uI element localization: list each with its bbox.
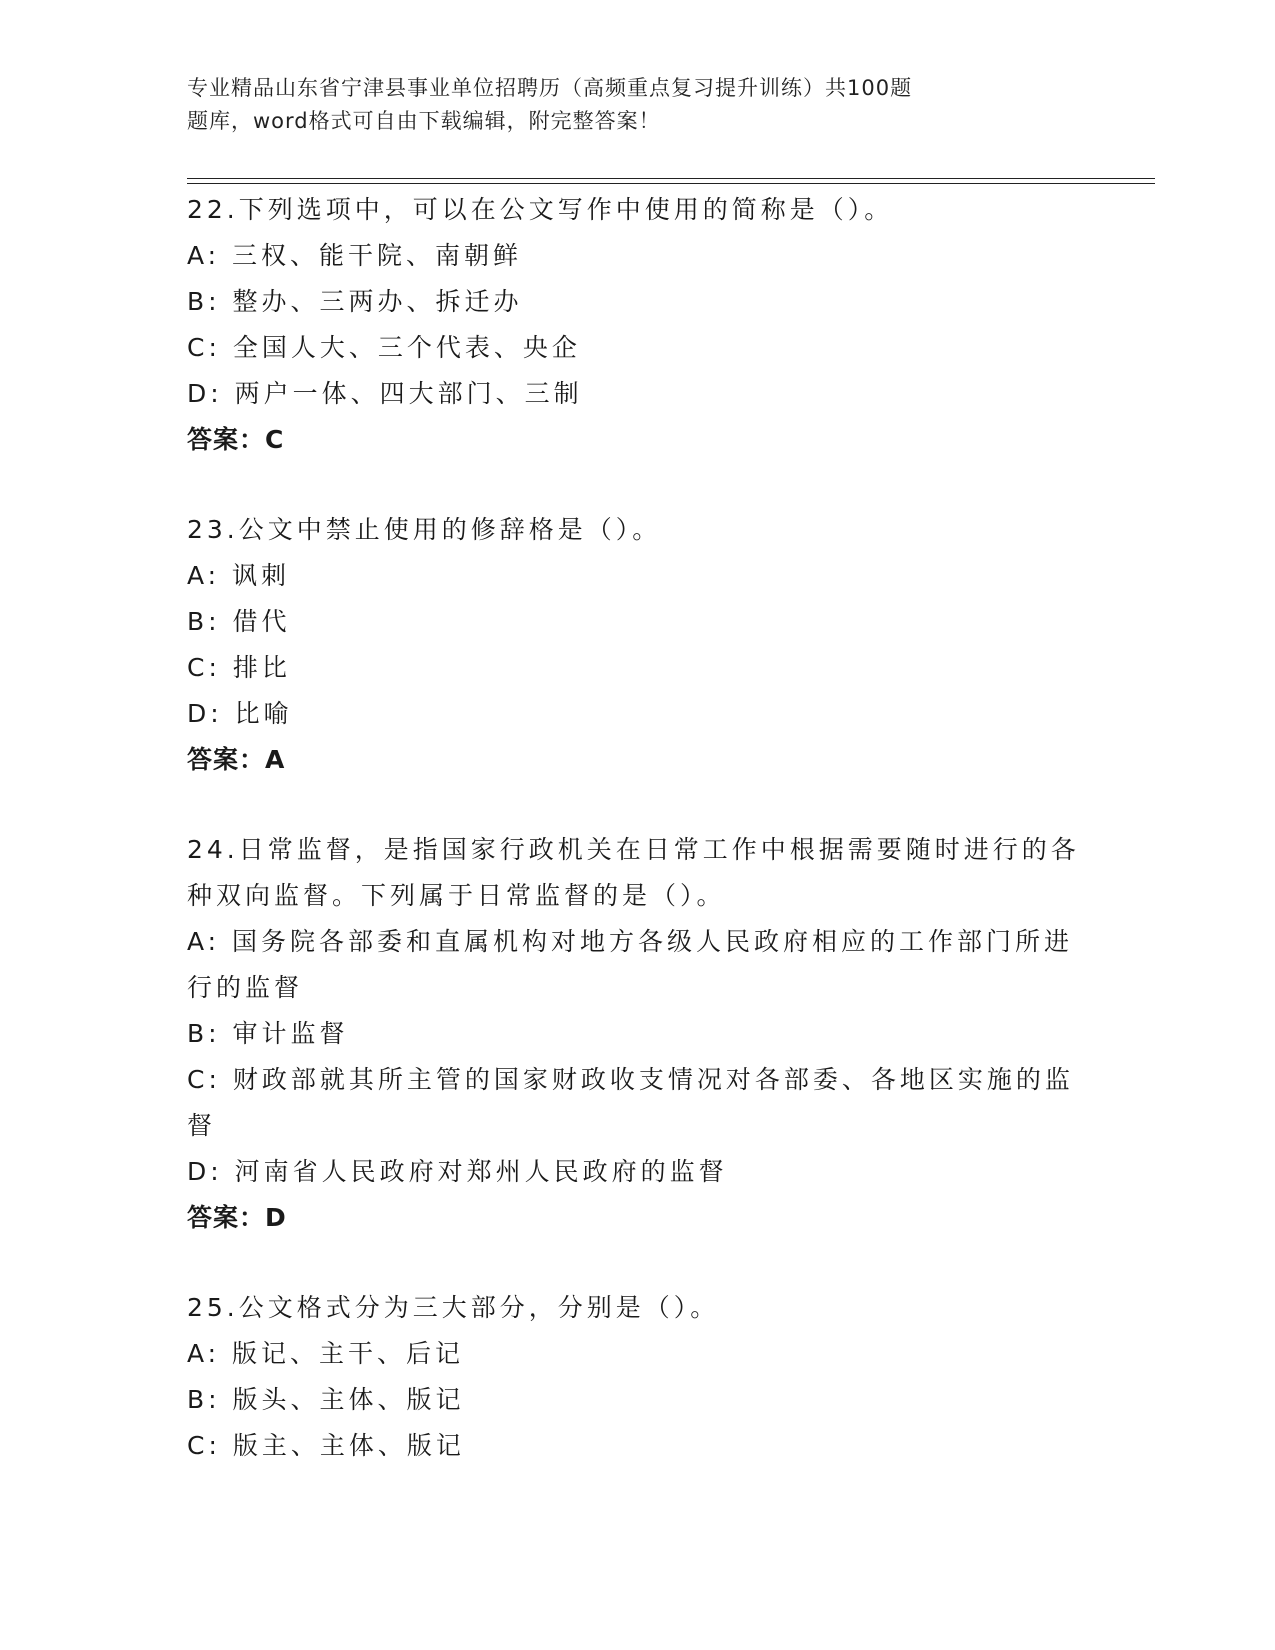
option-c: C: 版主、主体、版记	[187, 1431, 465, 1460]
header-rule-top	[187, 178, 1155, 179]
option-b: B: 整办、三两办、拆迁办	[187, 287, 523, 316]
question-23	[187, 507, 1077, 783]
option-b: B: 版头、主体、版记	[187, 1385, 465, 1414]
option-b: B: 借代	[187, 607, 291, 636]
option-c: C: 全国人大、三个代表、央企	[187, 333, 581, 362]
question-stem-line-2: 种双向监督。下列属于日常监督的是（）。	[187, 881, 726, 910]
spacer	[187, 463, 1077, 507]
header-line-2: 题库，word格式可自由下载编辑，附完整答案！	[187, 109, 661, 133]
option-a: A: 讽刺	[187, 561, 291, 590]
question-stem: 25.公文格式分为三大部分，分别是（）。	[187, 1293, 720, 1322]
option-a-line-1: A: 国务院各部委和直属机构对地方各级人民政府相应的工作部门所进	[187, 927, 1074, 956]
option-a: A: 三权、能干院、南朝鲜	[187, 241, 523, 270]
option-c-line-2: 督	[187, 1111, 217, 1140]
option-c: C: 排比	[187, 653, 291, 682]
question-25	[187, 1285, 1077, 1469]
option-b: B: 审计监督	[187, 1019, 349, 1048]
question-stem-line-1: 24.日常监督，是指国家行政机关在日常工作中根据需要随时进行的各	[187, 835, 1080, 864]
question-22	[187, 187, 1077, 463]
document-header	[187, 72, 1017, 138]
question-stem: 22.下列选项中，可以在公文写作中使用的简称是（）。	[187, 195, 894, 224]
header-line-1: 专业精品山东省宁津县事业单位招聘历（高频重点复习提升训练）共100题	[187, 76, 913, 100]
option-d: D: 比喻	[187, 699, 293, 728]
spacer	[187, 1241, 1077, 1285]
option-a-line-2: 行的监督	[187, 973, 304, 1002]
question-list	[187, 187, 1080, 1469]
question-stem: 23.公文中禁止使用的修辞格是（）。	[187, 515, 662, 544]
answer: 答案：C	[187, 425, 285, 454]
question-24	[187, 827, 1080, 1241]
answer: 答案：A	[187, 745, 286, 774]
option-a: A: 版记、主干、后记	[187, 1339, 465, 1368]
spacer	[187, 783, 1077, 827]
answer: 答案：D	[187, 1203, 287, 1232]
option-d: D: 两户一体、四大部门、三制	[187, 379, 583, 408]
option-d: D: 河南省人民政府对郑州人民政府的监督	[187, 1157, 728, 1186]
header-rule-bottom	[187, 183, 1155, 184]
option-c-line-1: C: 财政部就其所主管的国家财政收支情况对各部委、各地区实施的监	[187, 1065, 1074, 1094]
